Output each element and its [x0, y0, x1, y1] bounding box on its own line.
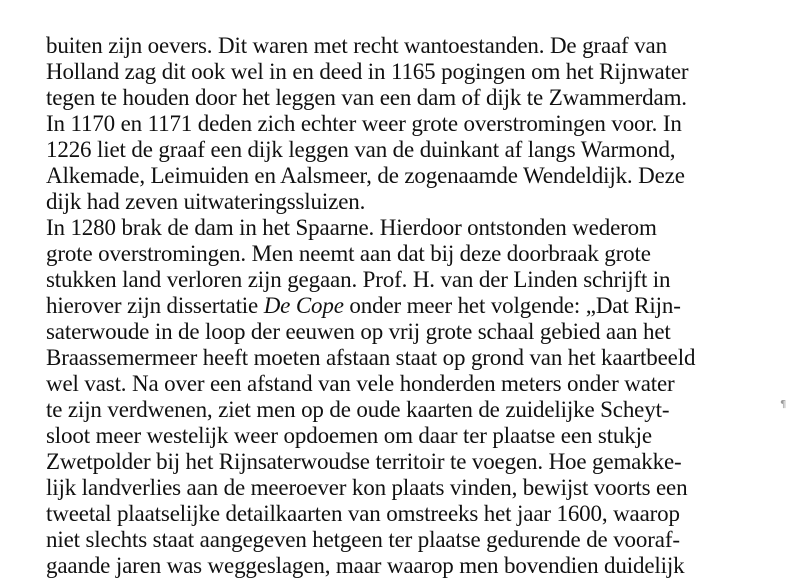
text-line: gaande jaren was weggeslagen, maar waarop men bovendien duidelijk: [46, 553, 685, 578]
margin-mark: ¶: [780, 399, 787, 410]
text-line: dijk had zeven uitwateringssluizen.: [46, 189, 366, 214]
dissertation-title: De Cope: [263, 293, 344, 318]
text-line: saterwoude in de loop der eeuwen op vrij grote schaal gebied aan het: [46, 319, 671, 344]
text-line: stukken land verloren zijn gegaan. Prof. H. van der Linden schrijft in: [46, 267, 671, 292]
text-line: Alkemade, Leimuiden en Aalsmeer, de zogenaamde Wendeldijk. Deze: [46, 163, 685, 188]
text-line: Braassemermeer heeft moeten afstaan staat op grond van het kaartbeeld: [46, 345, 696, 370]
text-line: tweetal plaatselijke detailkaarten van omstreeks het jaar 1600, waarop: [46, 501, 680, 526]
text-line-with-italic-title: hierover zijn dissertatie De Cope onder meer het volgende: „Dat Rijn-: [46, 293, 681, 318]
text-line: grote overstromingen. Men neemt aan dat bij deze doorbraak grote: [46, 241, 651, 266]
text-line: te zijn verdwenen, ziet men op de oude kaarten de zuidelijke Scheyt-: [46, 397, 670, 422]
text-line: lijk landverlies aan de meeroever kon plaats vinden, bewijst voorts een: [46, 475, 688, 500]
text-line: buiten zijn oevers. Dit waren met recht wantoestanden. De graaf van: [46, 33, 667, 58]
text-line: sloot meer westelijk weer opdoemen om daar ter plaatse een stukje: [46, 423, 652, 448]
body-text: [46, 33, 776, 579]
text-line: Holland zag dit ook wel in en deed in 1165 pogingen om het Rijnwater: [46, 59, 689, 84]
text-line: tegen te houden door het leggen van een dam of dijk te Zwammerdam.: [46, 85, 687, 110]
text-line: In 1170 en 1171 deden zich echter weer grote overstromingen voor. In: [46, 111, 682, 136]
text-line: In 1280 brak de dam in het Spaarne. Hierdoor ontstonden wederom: [46, 215, 657, 240]
text-line: wel vast. Na over een afstand van vele honderden meters onder water: [46, 371, 675, 396]
text-line: Zwetpolder bij het Rijnsaterwoudse territoir te voegen. Hoe gemakke-: [46, 449, 682, 474]
text-line: 1226 liet de graaf een dijk leggen van de duinkant af langs Warmond,: [46, 137, 676, 162]
text-line: niet slechts staat aangegeven hetgeen ter plaatse gedurende de vooraf-: [46, 527, 680, 552]
